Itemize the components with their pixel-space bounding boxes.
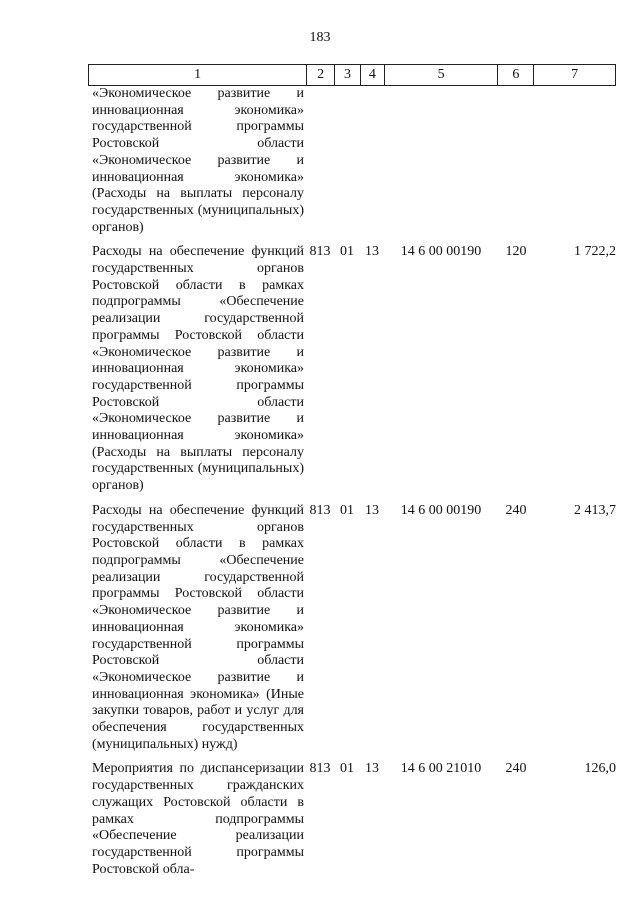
row-code-ministry: 813 xyxy=(309,244,331,260)
row-code-section xyxy=(334,86,360,236)
header-col-1: 1 xyxy=(194,67,202,82)
row-code-subsection: 13 xyxy=(365,244,379,260)
table-header xyxy=(88,64,616,86)
table-row xyxy=(88,761,616,878)
table-row xyxy=(88,86,616,236)
row-code-ministry: 813 xyxy=(309,761,331,777)
row-code-subsection: 13 xyxy=(365,502,379,518)
header-col-3: 3 xyxy=(334,65,360,85)
table-row xyxy=(88,244,616,495)
row-code-subsection xyxy=(360,86,384,236)
row-code-section: 01 xyxy=(340,761,354,777)
row-code-target: 14 6 00 21010 xyxy=(400,761,482,777)
page-number: 183 xyxy=(309,30,331,45)
row-amount: 126,0 xyxy=(584,761,616,777)
header-col-2: 2 xyxy=(306,65,334,85)
row-code-target xyxy=(384,86,498,236)
row-code-section: 01 xyxy=(340,244,354,260)
row-amount: 2 413,7 xyxy=(574,502,616,518)
header-col-4: 4 xyxy=(360,65,384,85)
row-amount xyxy=(534,86,616,236)
row-description: Расходы на обеспечение функций государственных органов Ростовской области в рамках подпрограммы «Обеспечение реализации государственной программы Ростовской области «Экономическое развитие и инновационная экономика» государственной программы Ростовской области «Экономическое развитие и инновационная экономика» (Иные закупки товаров, работ и услуг для обеспечения государственных (муниципальных) нужд) xyxy=(92,502,304,752)
row-description: Мероприятия по диспансеризации государственных гражданских служащих Ростовской области в рамках подпрограммы «Обеспечение реализации государственной программы Ростовской обла- xyxy=(92,761,304,877)
header-col-5: 5 xyxy=(384,65,498,85)
budget-table xyxy=(88,64,616,878)
header-col-6: 6 xyxy=(497,65,533,85)
row-code-expense-type: 120 xyxy=(505,244,527,260)
row-amount: 1 722,2 xyxy=(574,244,616,260)
row-code-expense-type: 240 xyxy=(505,502,527,518)
row-code-ministry xyxy=(306,86,334,236)
row-code-section: 01 xyxy=(340,502,354,518)
row-code-target: 14 6 00 00190 xyxy=(400,244,482,260)
row-code-expense-type xyxy=(498,86,534,236)
row-description: «Экономическое развитие и инновационная экономика» государственной программы Ростовской области «Экономическое развитие и инновационная экономика» (Расходы на выплаты персоналу государственных (муниципальных) органов) xyxy=(92,86,304,235)
table-body xyxy=(88,86,616,878)
row-code-target: 14 6 00 00190 xyxy=(400,502,482,518)
row-code-expense-type: 240 xyxy=(505,761,527,777)
table-row xyxy=(88,503,616,754)
row-code-subsection: 13 xyxy=(365,761,379,777)
row-code-ministry: 813 xyxy=(309,502,331,518)
row-description: Расходы на обеспечение функций государственных органов Ростовской области в рамках подпрограммы «Обеспечение реализации государственной программы Ростовской области «Экономическое развитие и инновационная экономика» государственной программы Ростовской области «Экономическое развитие и инновационная экономика» (Расходы на выплаты персоналу государственных (муниципальных) органов) xyxy=(92,244,304,494)
header-col-7: 7 xyxy=(533,65,615,85)
